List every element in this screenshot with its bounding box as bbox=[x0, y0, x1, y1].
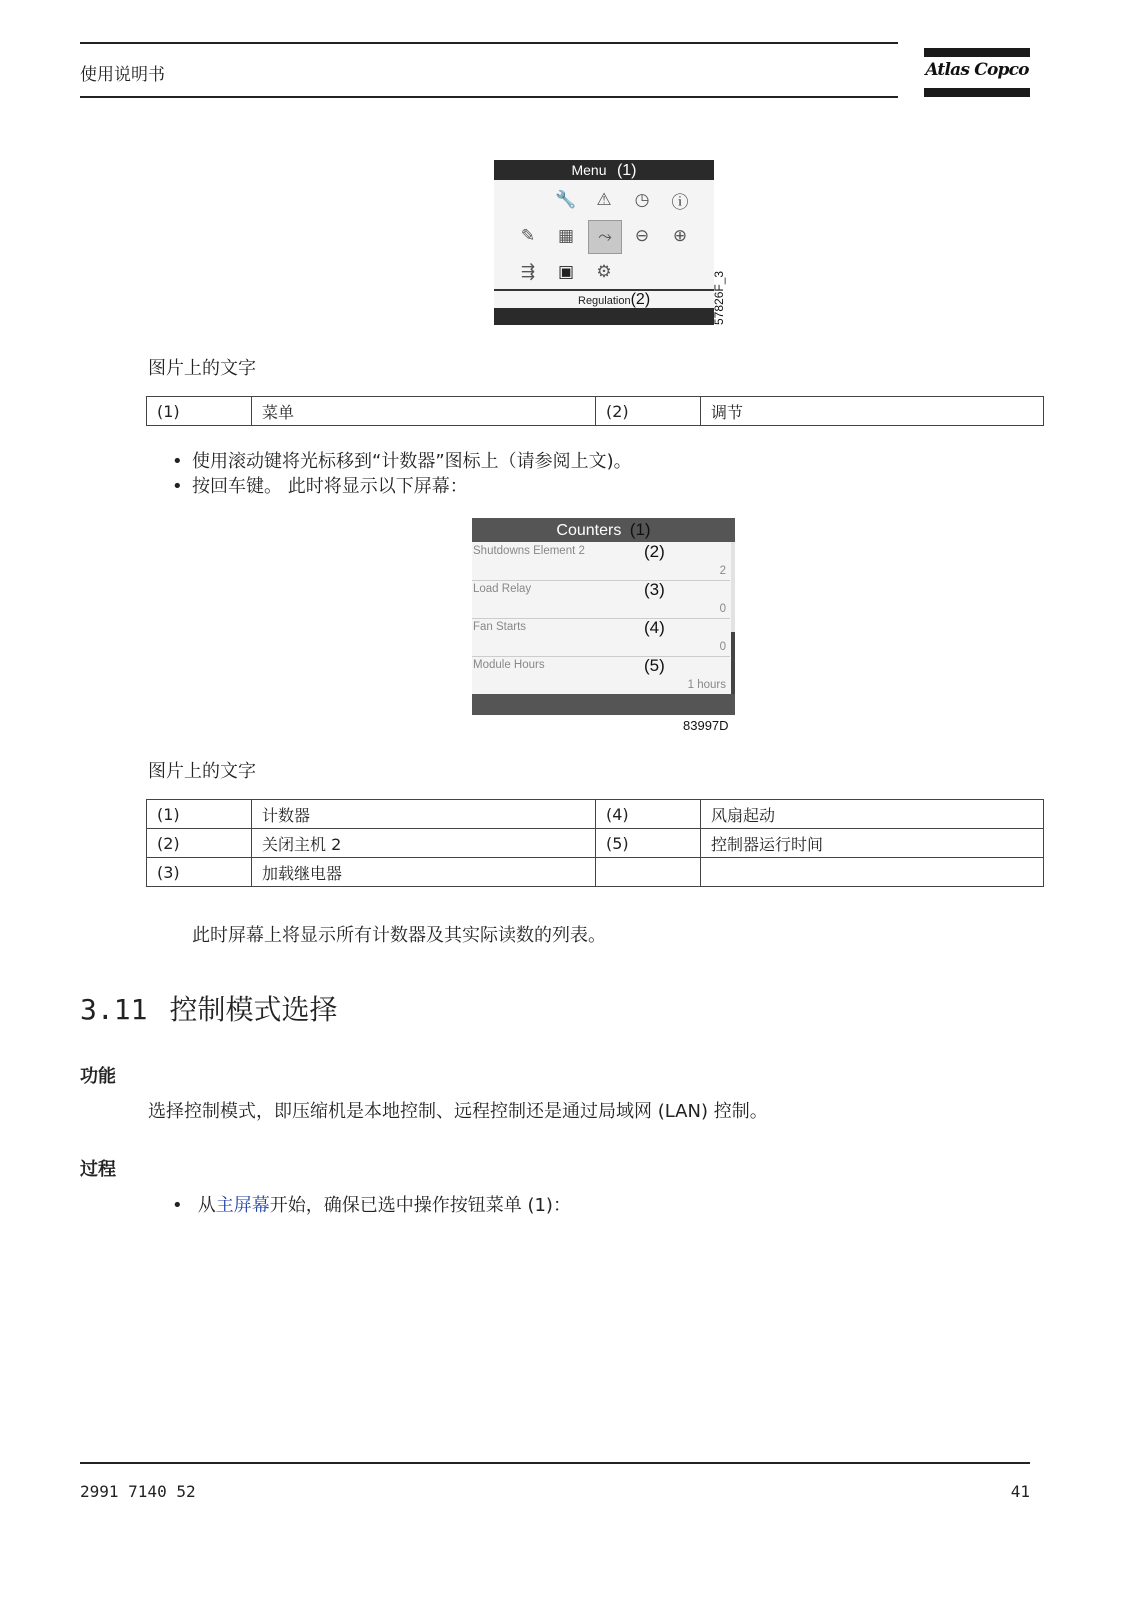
figure2-code: 83997D bbox=[683, 718, 729, 733]
menu-title-callout: (1) bbox=[616, 162, 637, 179]
bullet-item: • 使用滚动键将光标移到“计数器”图标上（请参阅上文)。 bbox=[172, 447, 632, 473]
menu-titlebar bbox=[494, 160, 714, 180]
menu-screenshot bbox=[494, 160, 714, 325]
table-row bbox=[147, 858, 1044, 887]
legend-cell: (3) bbox=[147, 858, 252, 887]
counter-value: 0 bbox=[719, 603, 726, 615]
counter-callout: (4) bbox=[644, 618, 665, 637]
counter-label: Load Relay bbox=[473, 583, 532, 595]
legend-cell: (4) bbox=[596, 800, 701, 829]
clock-icon: ◷ bbox=[634, 190, 650, 210]
counters-bottombar bbox=[472, 694, 735, 715]
list-item bbox=[472, 542, 730, 581]
legend-cell bbox=[701, 858, 1044, 887]
footer-rule bbox=[80, 1462, 1030, 1464]
counter-label: Fan Starts bbox=[473, 621, 527, 633]
gears-icon: ⚙ bbox=[596, 262, 612, 282]
export-icon: ⇶ bbox=[520, 262, 536, 282]
counters-screenshot bbox=[472, 518, 735, 715]
bullet-item bbox=[172, 1191, 571, 1217]
regulation-icon: ⤳ bbox=[588, 220, 622, 254]
function-heading: 功能 bbox=[80, 1066, 116, 1087]
menu-bottombar bbox=[494, 308, 714, 325]
bullet-suffix: 开始，确保已选中操作按钮菜单 (1)： bbox=[269, 1195, 571, 1216]
function-text: 选择控制模式，即压缩机是本地控制、远程控制还是通过局域网 (LAN) 控制。 bbox=[148, 1101, 768, 1122]
legend-table-2 bbox=[146, 799, 1044, 887]
counter-callout: (5) bbox=[644, 656, 665, 675]
legend-cell: 控制器运行时间 bbox=[701, 829, 1044, 858]
counters-titlebar bbox=[472, 518, 735, 542]
menu-footer-label-wrap bbox=[578, 291, 650, 309]
menu-footer-callout: (2) bbox=[630, 291, 651, 308]
legend-cell bbox=[596, 858, 701, 887]
section-heading bbox=[80, 988, 337, 1028]
figure1-code: 57826F_3 bbox=[712, 270, 726, 325]
legend-cell: 菜单 bbox=[252, 397, 596, 426]
menu-footer-label: Regulation bbox=[578, 295, 631, 307]
data-icon: ▦ bbox=[557, 226, 575, 246]
legend-cell: 关闭主机 2 bbox=[252, 829, 596, 858]
legend-cell: 加载继电器 bbox=[252, 858, 596, 887]
table-row bbox=[147, 397, 1044, 426]
table-row bbox=[147, 800, 1044, 829]
legend-cell: (5) bbox=[596, 829, 701, 858]
legend-cell: (1) bbox=[147, 800, 252, 829]
scrollbar-track bbox=[731, 542, 735, 694]
page-number: 41 bbox=[1010, 1482, 1030, 1501]
warning-triangle-icon: ⚠ bbox=[596, 190, 612, 210]
list-item bbox=[472, 580, 730, 619]
counter-callout: (3) bbox=[644, 580, 665, 599]
scrollbar-thumb bbox=[731, 632, 735, 694]
wrench-icon: 🔧 bbox=[555, 190, 577, 210]
legend-cell: (1) bbox=[147, 397, 252, 426]
counter-label: Module Hours bbox=[473, 659, 545, 671]
arrow-out-icon: ⊕ bbox=[672, 226, 688, 246]
bullet-item: • 按回车键。 此时将显示以下屏幕： bbox=[172, 472, 468, 498]
bullet-prefix: 从 bbox=[197, 1195, 216, 1216]
counter-value: 2 bbox=[719, 565, 726, 577]
list-item bbox=[472, 618, 730, 657]
header-bottom-rule bbox=[80, 96, 898, 98]
paragraph: 此时屏幕上将显示所有计数器及其实际读数的列表。 bbox=[192, 925, 606, 946]
section-number: 3.11 bbox=[80, 993, 148, 1026]
brand-logo bbox=[924, 48, 1030, 100]
legend-cell: 风扇起动 bbox=[701, 800, 1044, 829]
document-number: 2991 7140 52 bbox=[80, 1482, 196, 1501]
section-title: 控制模式选择 bbox=[169, 993, 338, 1026]
counter-value: 1 hours bbox=[687, 679, 726, 691]
table-row bbox=[147, 829, 1044, 858]
counters-title: Counters bbox=[556, 522, 622, 539]
save-icon: ▣ bbox=[557, 262, 575, 282]
main-screen-link[interactable]: 主屏幕 bbox=[215, 1195, 270, 1216]
counter-label: Shutdowns Element 2 bbox=[473, 545, 585, 557]
menu-title: Menu bbox=[571, 162, 607, 178]
header-title: 使用说明书 bbox=[80, 65, 165, 85]
counters-title-callout: (1) bbox=[629, 520, 651, 539]
service-icon: ✎ bbox=[520, 226, 536, 246]
list-item bbox=[472, 656, 730, 695]
brand-logo-text: Atlas Copco bbox=[925, 60, 1029, 80]
figure2-caption: 图片上的文字 bbox=[148, 761, 256, 782]
legend-cell: (2) bbox=[596, 397, 701, 426]
process-heading: 过程 bbox=[80, 1159, 116, 1180]
figure1-caption: 图片上的文字 bbox=[148, 358, 256, 379]
legend-cell: 计数器 bbox=[252, 800, 596, 829]
counter-callout: (2) bbox=[644, 542, 665, 561]
counter-value: 0 bbox=[719, 641, 726, 653]
info-icon: ⓘ bbox=[671, 192, 689, 213]
legend-table-1 bbox=[146, 396, 1044, 426]
legend-cell: (2) bbox=[147, 829, 252, 858]
legend-cell: 调节 bbox=[701, 397, 1044, 426]
arrow-in-icon: ⊖ bbox=[634, 226, 650, 246]
header-top-rule bbox=[80, 42, 898, 44]
